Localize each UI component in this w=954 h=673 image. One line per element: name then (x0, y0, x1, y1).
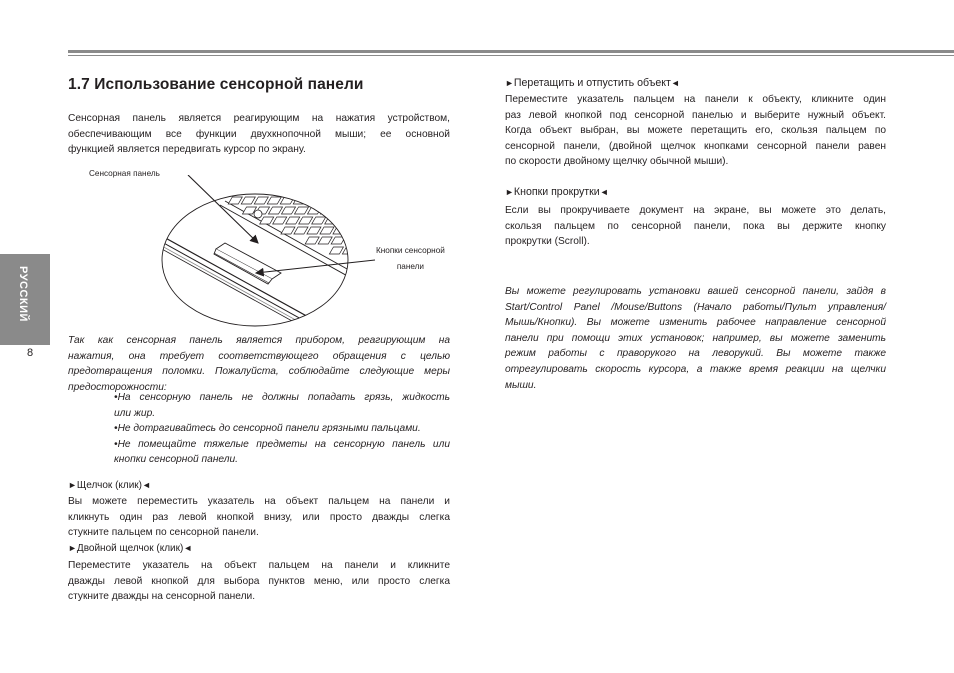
buttons-leader-arrow (256, 260, 375, 273)
intro-paragraph (68, 111, 450, 158)
label-line: Кнопки сенсорной (376, 246, 445, 255)
text-line: обеспечивающим все функции двухкнопочной мыши; ее основной (68, 128, 450, 140)
arrow-left-icon: ◄ (142, 480, 151, 490)
text-line: Вы можете регулировать установки вашей сенсорной панели, зайдя в (505, 286, 886, 297)
arrow-right-icon: ► (505, 187, 514, 197)
text-line: Вы можете переместить указатель на объект пальцем на панели и (68, 496, 450, 507)
heading-text: Щелчок (клик) (76, 480, 143, 491)
click-heading (68, 480, 151, 491)
text-line: кликнуть один раз левой кнопкой внизу, или просто дважды слегка (68, 511, 450, 523)
text-line: по скорости двойному щелчку обычной мыши). (505, 156, 729, 168)
bullet-item-cont: кнопки сенсорной панели. (114, 454, 239, 466)
text-line: предотвращения поломки. Пожалуйста, соблюдайте следующие меры (68, 366, 450, 378)
label-line: панели (396, 262, 424, 271)
text-line: нажатия, она требует соответствующего обращения с целью (68, 350, 450, 362)
text-line: стукните пальцем по сенсорной панели. (68, 527, 259, 539)
settings-paragraph (505, 284, 886, 393)
bullet-item-cont: или жир. (114, 407, 156, 419)
text-line: функцией является передвигать курсор по экрану. (68, 144, 306, 156)
heading-text: Двойной щелчок (клик) (76, 543, 184, 554)
arrow-right-icon: ► (505, 78, 514, 88)
text-line: мыши. (505, 379, 537, 391)
text-line: предосторожности: (68, 381, 167, 393)
text-line: Сенсорная панель является реагирующим на нажатия устройством, (68, 113, 450, 124)
touchpad-diagram (150, 175, 470, 330)
text-line: стукните дважды на сенсорной панели. (68, 591, 256, 603)
text-line: раз левой кнопкой под сенсорной панелью и выберите нужный объект. (505, 109, 886, 121)
text-line: панели при помощи этих установок; например, вы можете заменить (505, 332, 886, 344)
header-rule-thin (68, 55, 954, 56)
arrow-right-icon: ► (68, 480, 77, 490)
heading-text: Кнопки прокрутки (513, 186, 600, 198)
bullet-item: •Не помещайте тяжелые предметы на сенсорную панель или (114, 438, 450, 450)
caution-paragraph (68, 333, 450, 395)
text-line: режим работы с праворукого на леворукий. Вы можете также (505, 348, 886, 360)
text-line: Start/Control Panel /Mouse/Buttons (Начало работы/Пульт управления/ (505, 301, 886, 313)
scroll-heading (505, 186, 609, 198)
bullet-item: •На сенсорную панель не должны попадать грязь, жидкость (114, 392, 450, 403)
text-line: Мышь/Кнопки). Вы можете изменить рабочее направление сенсорной (505, 317, 886, 329)
text-line: Переместите указатель на объект пальцем на панели и кликните (68, 560, 450, 571)
text-line: прокрутки (Scroll). (505, 236, 590, 248)
text-line: скользя пальцем по сенсорной панели, пока вы держите кнопку (505, 220, 886, 232)
laptop-closeup (160, 197, 365, 330)
power-button-icon (254, 210, 262, 218)
text-line: Если вы прокручиваете документ на экране, вы можете это делать, (505, 205, 886, 216)
text-line: сенсорной панели, (двойной щелчок кнопками сенсорной панели равен (505, 140, 886, 152)
language-tab (0, 254, 50, 345)
arrow-right-icon: ► (68, 543, 77, 553)
drag-paragraph (505, 92, 886, 170)
double-click-paragraph (68, 558, 450, 605)
header-rule-thick (68, 50, 954, 53)
section-title: 1.7 Использование сенсорной панели (68, 76, 364, 93)
label-touchpad: Сенсорная панель (89, 169, 160, 178)
text-line: дважды левой кнопкой для выбора пунктов меню, или просто слегка (68, 575, 450, 587)
drag-heading (505, 77, 680, 89)
bullet-item: •Не дотрагивайтесь до сенсорной панели грязными пальцами. (114, 423, 421, 435)
heading-text: Перетащить и отпустить объект (513, 77, 671, 89)
click-paragraph (68, 494, 450, 541)
arrow-left-icon: ◄ (599, 187, 609, 197)
text-line: Так как сенсорная панель является прибором, реагирующим на (68, 335, 450, 346)
arrow-left-icon: ◄ (670, 78, 680, 88)
caution-bullet-list (114, 390, 450, 468)
double-click-heading (68, 543, 192, 554)
language-label: РУССКИЙ (17, 266, 29, 322)
page-number: 8 (27, 347, 34, 359)
text-line: Когда объект выбран, вы можете перетащить его, скользя пальцем по (505, 125, 886, 137)
text-line: отрегулировать скорость курсора, а также время реакции на щелчки (505, 363, 886, 375)
arrow-left-icon: ◄ (183, 543, 193, 553)
text-line: Переместите указатель пальцем на панели к объекту, кликните один (505, 94, 886, 105)
scroll-paragraph (505, 203, 886, 250)
